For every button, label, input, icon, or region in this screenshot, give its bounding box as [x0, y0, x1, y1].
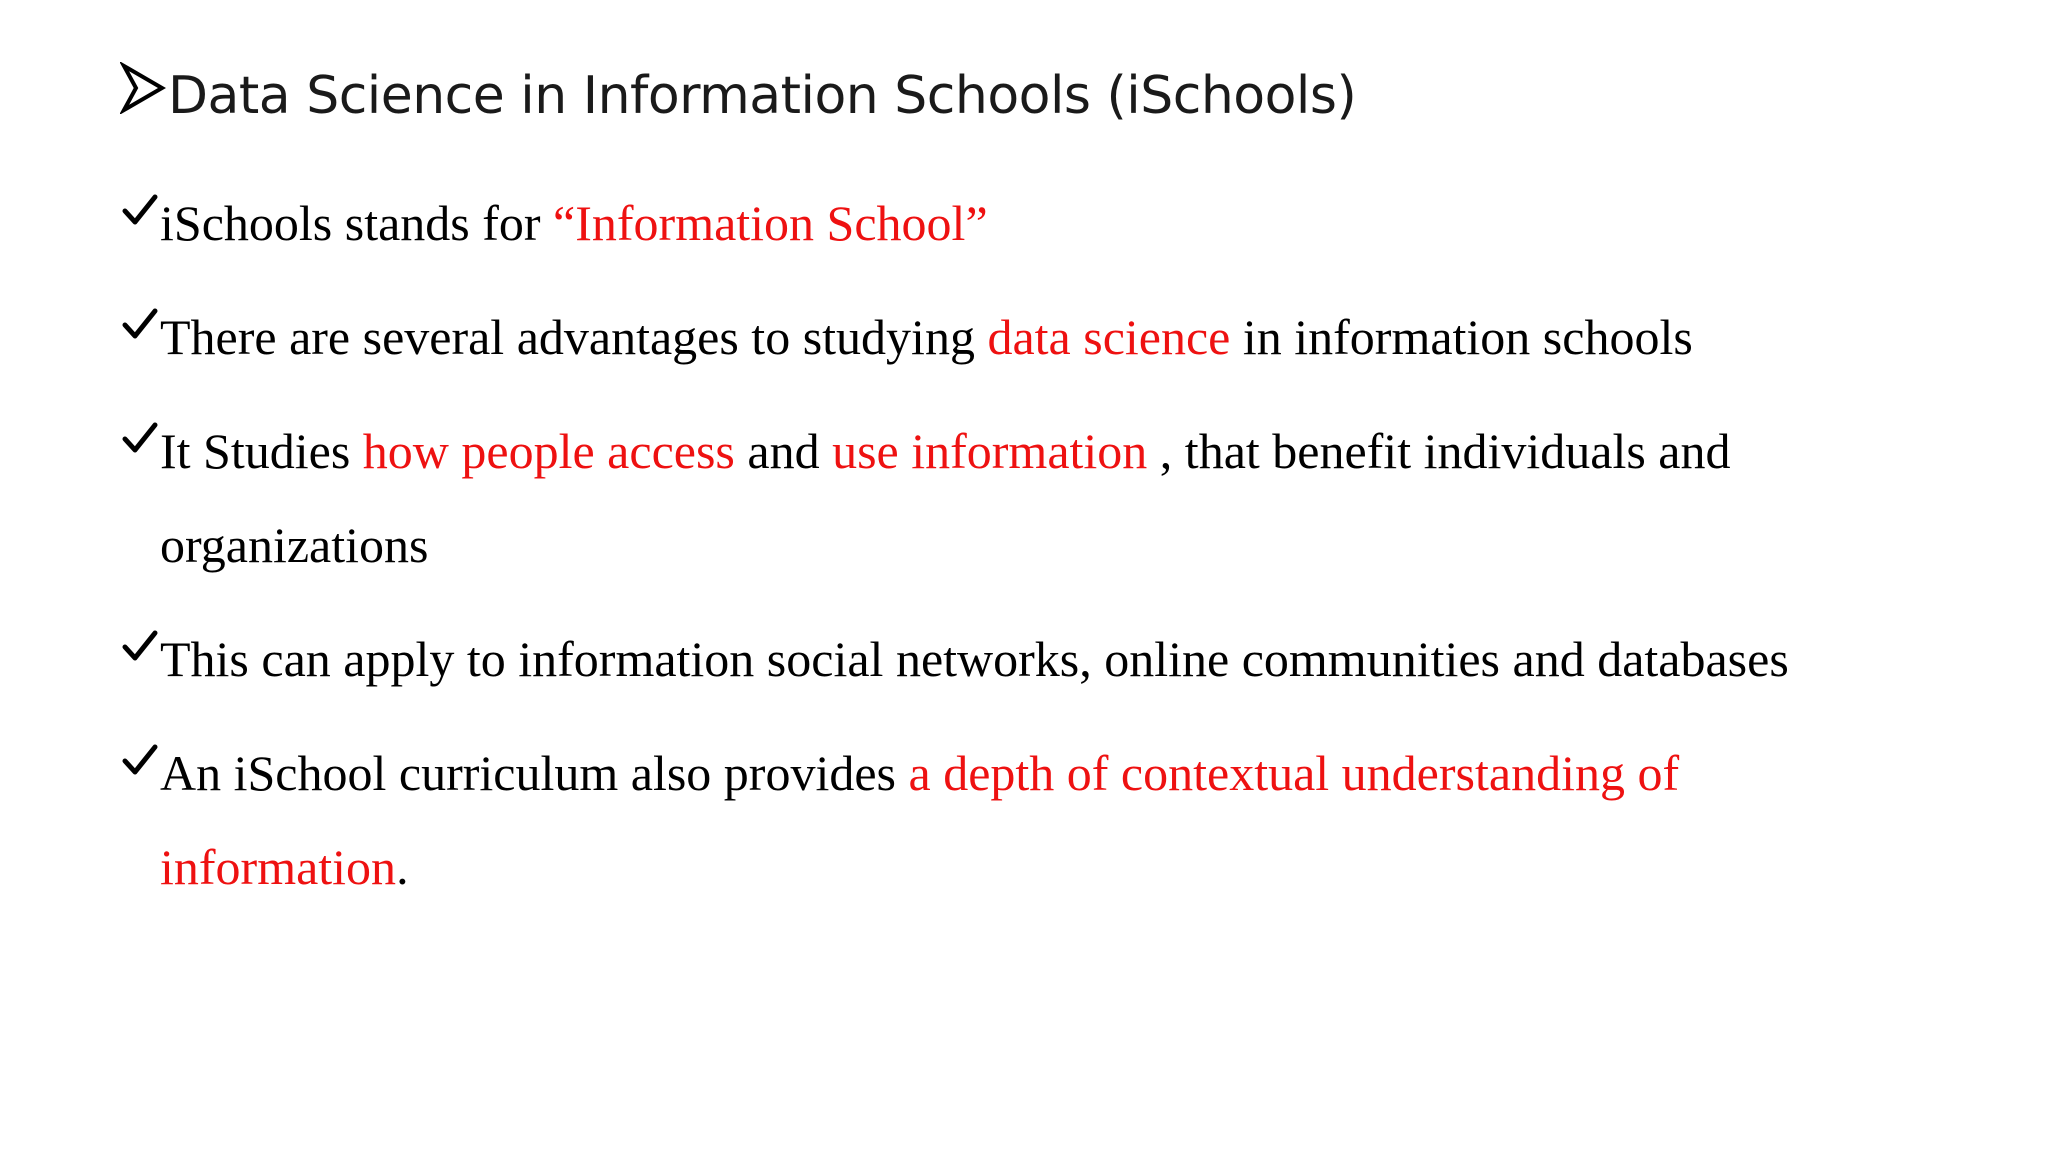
bullet-item-ischools-definition [120, 176, 1980, 270]
bullet-text [160, 612, 1980, 706]
bullet-highlight: information [160, 839, 397, 895]
bullet-item-curriculum [120, 726, 1980, 914]
bullet-text-line-1 [160, 726, 1980, 820]
bullet-text-segment: and [734, 423, 833, 479]
bullet-item-apply [120, 612, 1980, 706]
bullet-text-segment: There are several advantages to studying [160, 309, 988, 365]
bullet-text [160, 176, 1980, 270]
bullet-highlight: data science [987, 309, 1231, 365]
bullet-text-segment: organizations [160, 517, 429, 573]
bullet-highlight: “Information School” [553, 195, 988, 251]
checkmark-icon [122, 742, 158, 778]
bullet-text-line-1 [160, 404, 1980, 498]
bullet-highlight: a depth of contextual understanding of [908, 745, 1680, 801]
checkmark-icon [122, 420, 158, 456]
checkmark-icon [122, 628, 158, 664]
bullet-text-segment: , that benefit individuals and [1147, 423, 1731, 479]
bullet-text-segment: . [396, 839, 409, 895]
bullet-highlight: how people access [362, 423, 735, 479]
slide-title: Data Science in Information Schools (iSchools) [168, 66, 1357, 126]
bullet-item-advantages [120, 290, 1980, 384]
bullet-item-studies [120, 404, 1980, 592]
bullet-text-line-2 [160, 498, 1980, 592]
arrowhead-icon [120, 62, 166, 114]
slide-title-row [120, 56, 1356, 136]
bullet-highlight: use information [832, 423, 1148, 479]
checkmark-icon [122, 306, 158, 342]
checkmark-icon [122, 192, 158, 228]
bullet-text-segment: An iSchool curriculum also provides [160, 745, 909, 801]
bullet-text-line-2 [160, 820, 1980, 914]
bullet-text-segment: iSchools stands for [160, 195, 554, 251]
bullet-list [120, 176, 1980, 934]
bullet-text [160, 290, 1980, 384]
bullet-text-segment: This can apply to information social networks, online communities and databases [160, 631, 1789, 687]
bullet-text-segment: It Studies [160, 423, 363, 479]
bullet-text-segment: in information schools [1230, 309, 1693, 365]
